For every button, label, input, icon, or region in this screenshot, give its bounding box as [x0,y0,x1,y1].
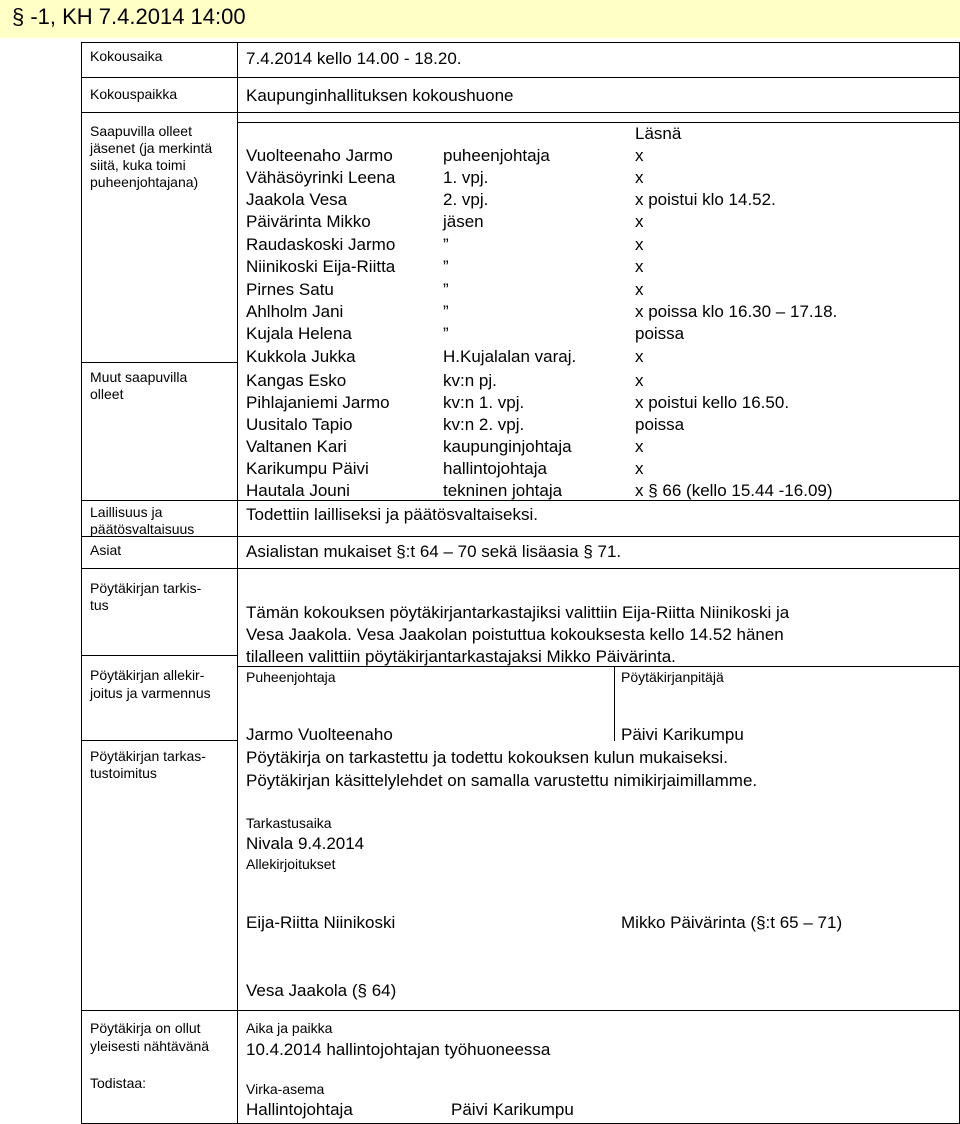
member-presence: x [635,235,644,254]
other-role: hallintojohtaja [443,459,547,478]
member-name: Pirnes Satu [246,280,334,299]
member-name: Raudaskoski Jarmo [246,235,396,254]
member-role: puheenjohtaja [443,146,550,165]
label-display-l1: Pöytäkirja on ollut [90,1020,201,1036]
member-presence: x poissa klo 16.30 – 17.18. [635,302,838,321]
meeting-place: Kaupunginhallituksen kokoushuone [246,86,514,105]
other-name: Uusitalo Tapio [246,415,353,434]
other-name: Karikumpu Päivi [246,459,369,478]
label-others-l1: Muut saapuvilla [90,369,188,385]
inspection-time-value: Nivala 9.4.2014 [246,834,365,853]
row-divider [81,655,238,656]
other-role: tekninen johtaja [443,481,563,500]
member-name: Vuolteenaho Jarmo [246,146,393,165]
label-witness: Todistaa: [90,1075,147,1091]
label-others-l2: olleet [90,386,124,402]
label-checking-l2: tus [90,597,109,613]
checking-line: Tämän kokouksen pöytäkirjantarkastajiksi valittiin Eija-Riitta Niinikoski ja [246,603,790,622]
row-divider [81,568,959,569]
member-role: 1. vpj. [443,168,489,187]
legality-text: Todettiin lailliseksi ja päätösvaltaiseksi. [246,505,538,524]
member-presence: x [635,257,644,276]
checker-signature: Vesa Jaakola (§ 64) [246,981,397,1000]
table-border-top [81,42,959,43]
label-display-l2: yleisesti nähtävänä [90,1038,210,1054]
member-presence: x [635,347,644,366]
inspection-line: Pöytäkirja on tarkastettu ja todettu kokouksen kulun mukaiseksi. [246,748,728,767]
row-divider [81,77,959,78]
display-signer: Päivi Karikumpu [451,1100,574,1119]
label-members-l3: siitä, kuka toimi [90,157,186,173]
present-header: Läsnä [635,124,682,143]
other-name: Hautala Jouni [246,481,350,500]
label-meeting-time: Kokousaika [90,48,163,64]
column-divider [237,42,238,1124]
chair-name: Jarmo Vuolteenaho [246,725,393,744]
member-name: Jaakola Vesa [246,190,348,209]
inspection-sign-label: Allekirjoitukset [246,856,336,872]
member-presence: x [635,212,644,231]
other-presence: x [635,459,644,478]
row-divider [81,362,238,363]
row-divider [81,1010,959,1011]
other-name: Valtanen Kari [246,437,347,456]
section-title: § -1, KH 7.4.2014 14:00 [12,4,246,29]
member-name: Vähäsöyrinki Leena [246,168,396,187]
member-presence: x [635,168,644,187]
member-role: ” [443,257,449,276]
row-divider [81,536,959,537]
other-name: Pihlajaniemi Jarmo [246,393,390,412]
label-inspection-l2: tustoimitus [90,765,157,781]
member-presence: x [635,280,644,299]
member-presence: poissa [635,324,685,343]
member-name: Ahlholm Jani [246,302,344,321]
member-role: ” [443,302,449,321]
secretary-name: Päivi Karikumpu [621,725,744,744]
other-presence: poissa [635,415,685,434]
label-checking-l1: Pöytäkirjan tarkis- [90,580,202,596]
row-divider [237,122,959,123]
member-role: ” [443,280,449,299]
member-name: Niinikoski Eija-Riitta [246,257,396,276]
member-presence: x poistui klo 14.52. [635,190,776,209]
office-label: Virka-asema [246,1081,325,1097]
display-place-label: Aika ja paikka [246,1020,333,1036]
secretary-label: Pöytäkirjanpitäjä [621,669,724,685]
member-name: Kukkola Jukka [246,347,356,366]
member-role: jäsen [443,212,484,231]
member-role: ” [443,324,449,343]
label-legality-l1: Laillisuus ja [90,504,163,520]
member-role: H.Kujalalan varaj. [443,347,577,366]
checking-line: Vesa Jaakola. Vesa Jaakolan poistuttua kokouksesta kello 14.52 hänen [246,625,784,644]
other-role: kaupunginjohtaja [443,437,572,456]
matters-text: Asialistan mukaiset §:t 64 – 70 sekä lisäasia § 71. [246,542,622,561]
other-role: kv:n pj. [443,371,497,390]
label-members-l2: jäsenet (ja merkintä [90,140,213,156]
label-members-l4: puheenjohtajana) [90,174,199,190]
label-matters: Asiat [90,542,122,558]
member-presence: x [635,146,644,165]
row-divider [81,112,959,113]
label-signing-l2: joitus ja varmennus [90,685,211,701]
label-legality-l2: päätösvaltaisuus [90,521,195,537]
checker-signature: Eija-Riitta Niinikoski [246,913,396,932]
document-header [0,0,960,38]
other-presence: x [635,437,644,456]
other-name: Kangas Esko [246,371,347,390]
row-divider [81,740,238,741]
table-border-left [81,42,82,1124]
checking-line: tilalleen valittiin pöytäkirjantarkastajaksi Mikko Päivärinta. [246,647,676,666]
other-presence: x § 66 (kello 15.44 -16.09) [635,481,833,500]
member-name: Kujala Helena [246,324,352,343]
display-place-value: 10.4.2014 hallintojohtajan työhuoneessa [246,1040,551,1059]
other-presence: x [635,371,644,390]
member-name: Päivärinta Mikko [246,212,371,231]
meeting-time: 7.4.2014 kello 14.00 - 18.20. [246,49,462,68]
label-signing-l1: Pöytäkirjan allekir- [90,667,205,683]
signature-column-divider [614,666,615,741]
label-meeting-place: Kokouspaikka [90,86,178,102]
inspection-line: Pöytäkirjan käsittelylehdet on samalla varustettu nimikirjaimillamme. [246,771,758,790]
other-role: kv:n 1. vpj. [443,393,525,412]
inspection-time-label: Tarkastusaika [246,815,332,831]
other-role: kv:n 2. vpj. [443,415,525,434]
office-value: Hallintojohtaja [246,1100,353,1119]
checker-signature: Mikko Päivärinta (§:t 65 – 71) [621,913,843,932]
label-members-l1: Saapuvilla olleet [90,123,192,139]
chair-label: Puheenjohtaja [246,669,336,685]
member-role: ” [443,235,449,254]
member-role: 2. vpj. [443,190,489,209]
label-inspection-l1: Pöytäkirjan tarkas- [90,748,206,764]
other-presence: x poistui kello 16.50. [635,393,790,412]
